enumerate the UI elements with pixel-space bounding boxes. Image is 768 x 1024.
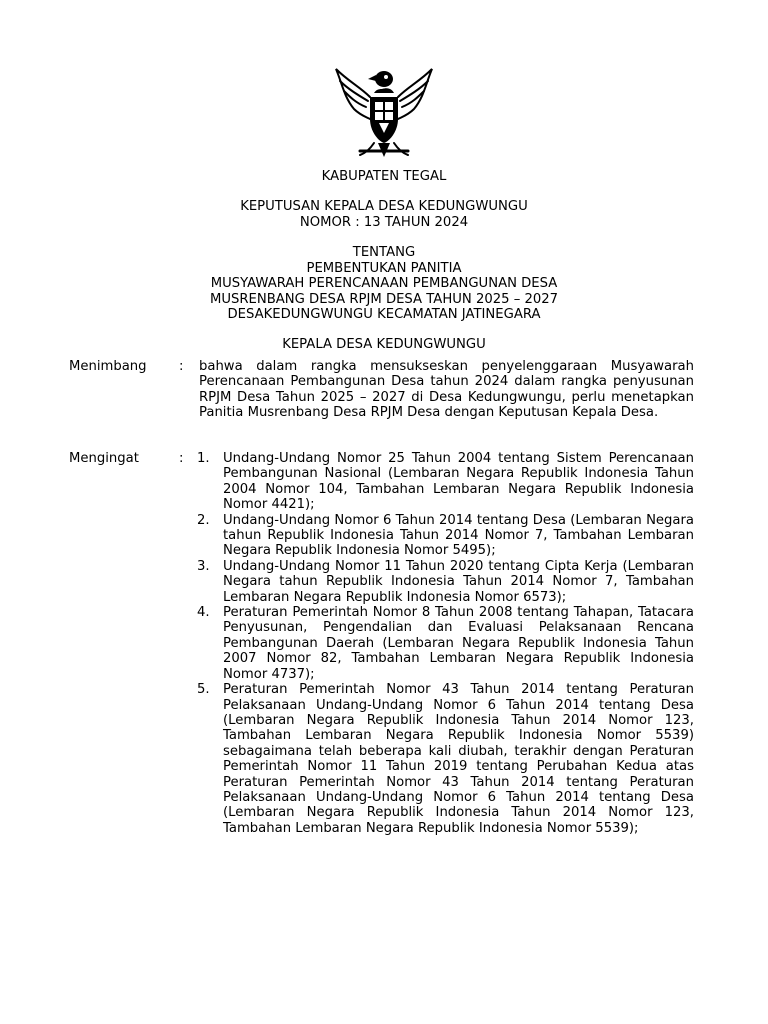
item-text: Undang-Undang Nomor 25 Tahun 2004 tentang Sistem Perencanaan Pembangunan Nasional (Lembaran Negara Republik Indonesia Tahun 2004 Nomor 104, Tambahan Lembaran Negara Republik Indonesia Nomor 4421); xyxy=(223,451,694,513)
item-number: 2. xyxy=(197,512,210,528)
subject-line: DESAKEDUNGWUNGU KECAMATAN JATINEGARA xyxy=(227,307,541,322)
item-text: Peraturan Pemerintah Nomor 43 Tahun 2014 tentang Peraturan Pelaksanaan Undang-Undang Nomor 6 Tahun 2014 tentang Desa (Lembaran Negara Republik Indonesia Tahun 2014 Nomor 123, Tambahan Lembaran Negara Republik Indonesia Nomor 5539) sebagaimana telah beberapa kali diubah, terakhir dengan Peraturan Pemerintah Nomor 11 Tahun 2019 tentang Perubahan Kedua atas Peraturan Pemerintah Nomor 43 Tahun 2014 tentang Peraturan Pelaksanaan Undang-Undang Nomor 6 Tahun 2014 tentang Desa (Lembaran Negara Republik Indonesia Tahun 2014 Nomor 123, Tambahan Lembaran Negara Republik Indonesia Nomor 5539); xyxy=(223,682,694,836)
list-item xyxy=(197,605,694,682)
menimbang-label: Menimbang xyxy=(69,359,147,374)
mengingat-label: Mengingat xyxy=(69,451,139,466)
subject-line: MUSYAWARAH PERENCANAAN PEMBANGUNAN DESA xyxy=(210,276,558,291)
list-item xyxy=(197,513,694,559)
item-number: 1. xyxy=(197,451,210,466)
item-text: Undang-Undang Nomor 11 Tahun 2020 tentang Cipta Kerja (Lembaran Negara tahun Republik Indonesia Tahun 2014 Nomor 7, Tambahan Lembaran Negara Republik Indonesia Nomor 6573); xyxy=(223,558,694,605)
about-label: TENTANG xyxy=(352,245,416,260)
decree-heading xyxy=(0,199,768,230)
item-number: 3. xyxy=(197,558,210,574)
menimbang-text: bahwa dalam rangka mensukseskan penyelenggaraan Musyawarah Perencanaan Pembangunan Desa tahun 2024 dalam rangka penyusunan RPJM Desa Tahun 2025 – 2027 di Desa Kedungwungu, perlu menetapkan Panitia Musrenbang Desa RPJM Desa dengan Keputusan Kepala Desa. xyxy=(199,359,694,421)
item-number: 5. xyxy=(197,682,210,698)
regency-title: KABUPATEN TEGAL xyxy=(321,169,447,184)
issuer-title: KEPALA DESA KEDUNGWUNGU xyxy=(282,337,486,352)
list-item xyxy=(197,451,694,513)
subject-line: PEMBENTUKAN PANITIA xyxy=(306,260,462,276)
subject-line: MUSRENBANG DESA RPJM DESA TAHUN 2025 – 2027 xyxy=(209,291,559,307)
decree-number: NOMOR : 13 TAHUN 2024 xyxy=(299,214,469,230)
mengingat-list xyxy=(197,451,694,836)
item-text: Peraturan Pemerintah Nomor 8 Tahun 2008 tentang Tahapan, Tatacara Penyusunan, Pengendalian dan Evaluasi Pelaksanaan Rencana Pembangunan Daerah (Lembaran Negara Republik Indonesia Tahun 2007 Nomor 82, Tambahan Lembaran Negara Republik Indonesia Nomor 4737); xyxy=(223,605,694,682)
decree-title: KEPUTUSAN KEPALA DESA KEDUNGWUNGU xyxy=(240,199,528,214)
menimbang-colon: : xyxy=(179,359,184,374)
mengingat-colon: : xyxy=(179,451,184,466)
item-number: 4. xyxy=(197,605,210,621)
list-item xyxy=(197,559,694,605)
list-item xyxy=(197,682,694,836)
decree-subject xyxy=(0,245,768,323)
item-text: Undang-Undang Nomor 6 Tahun 2014 tentang Desa (Lembaran Negara tahun Republik Indonesia Tahun 2014 Nomor 7, Tambahan Lembaran Negara Republik Indonesia Nomor 5495); xyxy=(223,512,694,559)
garuda-pancasila-icon xyxy=(326,57,442,163)
